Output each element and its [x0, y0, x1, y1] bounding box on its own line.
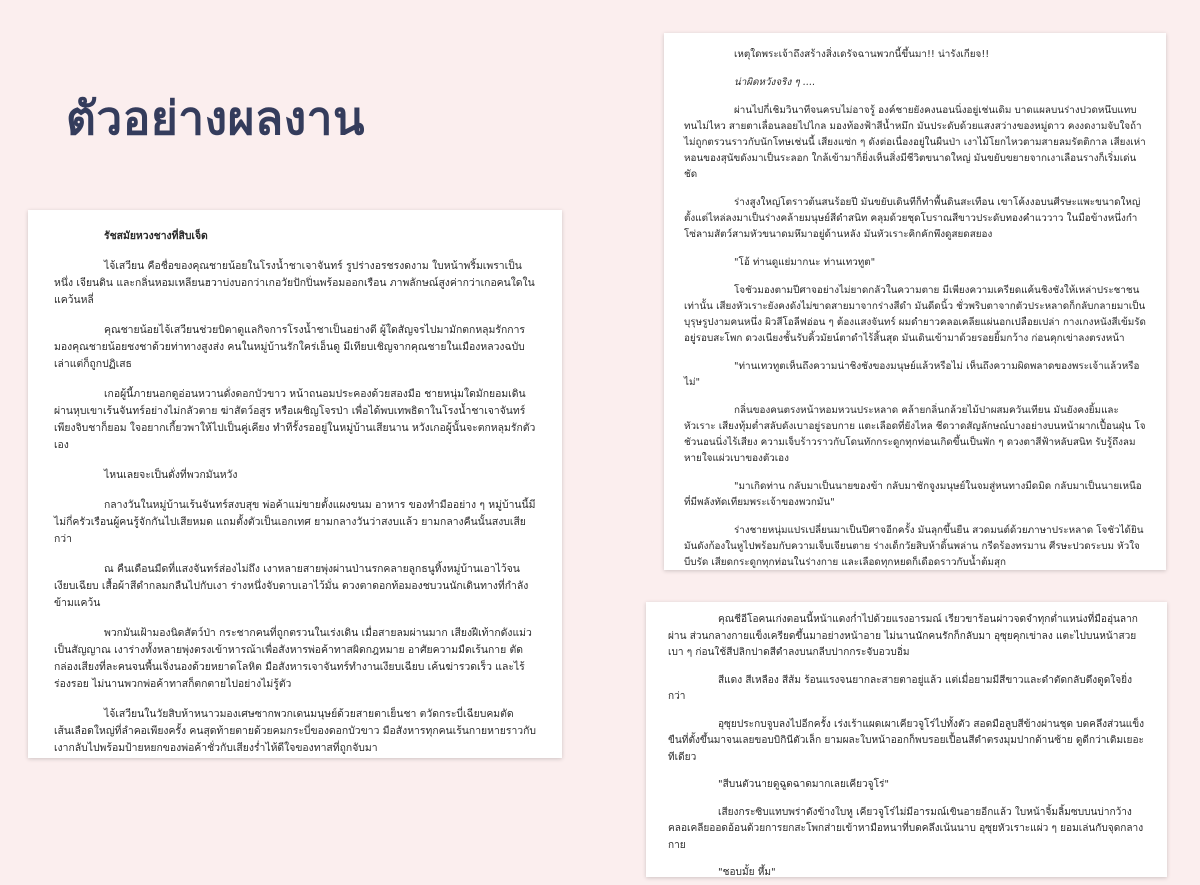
dialogue-line: เหตุใดพระเจ้าถึงสร้างสิ่งเดรัจฉานพวกนี้ขึ้นมา!! น่ารังเกียจ!! — [734, 49, 990, 60]
chapter-heading: รัชสมัยหวงชางที่สิบเจ็ด — [104, 230, 208, 242]
italic-line: น่าผิดหวังจริง ๆ .... — [734, 77, 816, 88]
paragraph: ณ คืนเดือนมืดที่แสงจันทร์ส่องไม่ถึง เงาหลายสายพุ่งผ่านป่านรกคลายลูกธนูทิ้งหมู่บ้านเอาไว้จนเงียบเฉียบ เสื้อผ้าสีดำกลมกลืนไปกับเงา ร่างหนึ่งจับดาบเอาไว้มั่น ดวงตาดอกท้อมองชบวนนักเดินทางที่กำลังข้ามแคว้น — [54, 563, 529, 609]
paragraph: ผ่านไปกี่เชิมวินาทีจนครบไม่อาจรู้ องค์ชายยังคงนอนนิ่งอยู่เช่นเดิม บาดแผลบนร่างปวดหนึบแทบทนไม่ไหว สายตาเลื่อนลอยไปไกล มองท้องฟ้าสีน้ำหมึก มันประดับด้วยแสงสว่างของหมู่ดาว คงงดงามจับใจถ้าไม่ถูกตรวนราวกับนักโทษเช่นนี้ เสียงแซ่ก ๆ ดังต่อเนื่องอยู่ในผืนป่า เงาไม้โยกไหวตามสายลมรัตติกาล เสียงเห่าหอนของสุนัขดังมาเป็นระลอก ใกล้เข้ามาก็ยิ่งเห็นสิ่งมีชีวิตขนาดใหญ่ มันขยับขยายจากเงาเลือนรางก็เริ่มเด่นชัด — [684, 105, 1146, 180]
paragraph: ร่างสูงใหญ่โตราวต้นสนร้อยปี มันขยับเดินทีก็ทำพื้นดินสะเทือน เขาโค้งงอบนศีรษะแพะขนาดใหญ่ ตั้งแต่ไหล่ลงมาเป็นร่างคล้ายมนุษย์สีดำสนิท คลุมด้วยชุดโบราณสีขาวประดับทองคำแววาว ในมือข้างหนึ่งกำโซ่ลามสัตว์สามหัวขนาดมหึมาอยู่ด้านหลัง มันหัวเราะคิกคักพึงดูสยดสยอง — [684, 197, 1141, 240]
document-page-left — [28, 210, 562, 758]
dialogue-line: "สีบนตัวนายดูฉูดฉาดมากเลยเคียวจูโร่" — [718, 779, 890, 790]
dialogue-line: "โอ้ ท่านดูแย่มากนะ ท่านเทวทูต" — [734, 257, 876, 268]
document-page-right-bottom — [646, 602, 1167, 877]
paragraph: คุณชายน้อยไจ้เสวียนช่วยบิดาดูแลกิจการโรงน้ำชาเป็นอย่างดี ผู้ใดสัญจรไปมามักตกหลุมรักการมองคุณชายน้อยชงชาด้วยท่าทางสูงส่ง คนในหมู่บ้านรักใคร่เอ็นดู มีเทียบเชิญจากคุณชายในเมืองหลวงฉบับเล่าแต่ก็ถูกปฏิเสธ — [54, 324, 525, 370]
paragraph: โจชัวมองตามปีศาจอย่างไม่ยาดกลัวในความตาย มีเพียงความเครียดแค้นชิงชังให้เหล่าประชาชนเท่านั้น เสียงหัวเราะยังคงดังไม่ขาดสายมาจากร่างสีดำ มันดีดนิ้ว ชั่วพริบตาจากตัวประหลาดก็กลับกลายมาเป็นบุรุษรูปงามคนหนึ่ง ผิวสีโอลีฟอ่อน ๆ ต้องแสงจันทร์ ผมดำยาวคลอเคลียแผ่นอกเปลือยเปล่า กางเกงหนังสีเข้มรัดอยู่รอบสะโพก ดวงเนียงชั้นรับคิ้วมัยน์ตาดำไร้สิ้นสุด มันเดินเข้ามาด้วยรอยยิ้มกว้าง ก่อนคุกเข่าลงตรงหน้า — [684, 285, 1146, 344]
page-title: ตัวอย่างผลงาน — [66, 91, 365, 145]
paragraph: ไหนเลยจะเป็นดั่งที่พวกมันหวัง — [104, 469, 238, 481]
paragraph: พวกมันเฝ้ามองนิดสัตว์ป่า กระชากคนที่ถูกตรวนในเร่งเดิน เมื่อสายลมผ่านมาก เสียงฝีเท้ากดังแม่วเป็นสัญญาณ เงาร่างทั้งหลายพุ่งตรงเข้าหารณ้าเพื่อสังหารพ่อค้าทาสผิดกฎหมาย อาศัยความมืดเร้นกาย ตัดกล่องเสียงที่ละคนจนพื้นเจิ่งนองด้วยหยาดโลหิต มือสังหารเจาจันทร์ทำงานเงียบเฉียบ เค้นฆ่ารวดเร็ว และไร้ร่องรอย ไม่นานพวกพ่อค้าทาสก็ตกตายไปอย่างไม่รู้ตัว — [54, 627, 532, 690]
dialogue-line: "ชอบมั้ย หึ้ม" — [718, 867, 776, 877]
paragraph: คุณชีอีโอคนเก่งตอนนี้หน้าแดงก่ำไปด้วยแรงอารมณ์ เรียวขาร้อนผ่าวจดจำทุกต่ำแหน่งที่มืออุ่นลากผ่าน ส่วนกลางกายแข็งเครียดขึ้นมาอย่างหน้าอาย ไม่นานนักคนรักก็กลับมา อุซุยคุกเข่าลง แตะไปบนหน้าสวยเบา ๆ ก่อนใช้สีปลิกปาดสีดำลงบนกลีบปากกระจับอวบอิ่ม — [668, 614, 1138, 658]
paragraph: กลิ่นของคนตรงหน้าหอมหวนประหลาด คล้ายกลิ่นกล้วยไม้ปาผสมควันเทียน มันยังคงยิ้มและหัวเราะ เสียงทุ้มต่ำสลับดังเบาอยู่รอบกาย แตะเลือดที่ยังไหล ชีดวาดสัญลักษณ์บางอย่างบนหน้าผากเปื้อนฝุ่น โจชัวนอนนิ่งไร้เสียง ความเจ็บร้าวราวกับโดนทักกระดูกทุกท่อนเกิดขึ้นเป็นพัก ๆ ดวงตาสีฟ้าหลับสนิท รับรู้ถึงลมหายใจแผ่วเบาของตัวเอง — [684, 405, 1146, 464]
paragraph: ร่างชายหนุ่มแปรเปลี่ยนมาเป็นปีศาจอีกครั้ง มันลุกขึ้นยืน สวดมนต์ด้วยภาษาประหลาด โจชัวได้ยินมันดังก้องในหูไปพร้อมกับความเจ็บเจียนตาย ร่างเด็กวัยสิบห้าดิ้นพล่าน กรีดร้องทรมาน ศีรษะปวดระบม หัวใจบีบรัด เสียดกระดูกทุกท่อนในร่างกาย และเลือดทุกหยดก็เดือดราวกับน้ำต้มสุก — [684, 525, 1144, 568]
paragraph: เกอผู้นี้ภายนอกดูอ่อนหวานดั่งดอกบัวขาว หน้าถนอมประคองด้วยสองมือ ชายหนุ่มใดมักยอมเดินผ่านหุบเขาเร้นจันทร์อย่างไม่กลัวตาย ฆ่าสัตว์อสูร หรือเผชิญโจรป่า เพื่อได้พบเทพธิดาในโรงน้ำชาเจาจันทร์เพียงจิบชาก็ยอม ใจอยากเกี้ยวพาให้ไปเป็นคู่เคียง ทำทีรั้งรออยู่ในหมู่บ้านเสียนาน หวังเกอผู้นั้นจะตกหลุมรักตัวเอง — [54, 388, 536, 451]
paragraph: เสียงกระซิบแทบพร่าดังข้างใบหู เคียวจูโร่ไม่มีอารมณ์เขินอายอีกแล้ว ใบหน้าจิ้มลิ้มซบบนบ่ากว้าง คลอเคลียออดอ้อนด้วยการยกสะโพกส่ายเข้าหามือหนาที่บดคลึงเน้นนาบ อุซุยหัวเราะแผ่ว ๆ ยอมเล่นกับจุดกลางกาย — [668, 806, 1144, 851]
paragraph: ไจ้เสวียน คือชื่อของคุณชายน้อยในโรงน้ำชาเจาจันทร์ รูปร่างอรชรงดงาม ใบหน้าพริ้มเพราเป็นหนึ่ง เจียนดิน และกลิ่นหอมเหลียนฮวาบ่งบอกว่าเกอวัยปักปิ่นพร้อมออกเรือน ภาพลักษณ์สูงค่ากว่าเกอคนใดในแคว้นหลี่ — [54, 260, 535, 306]
paragraph: สีแดง สีเหลือง สีส้ม ร้อนแรงจนยากละสายตาอยู่แล้ว แต่เมื่อยามมีสีขาวและดำตัดกลับดึงดูดใจยิ่งกว่า — [668, 674, 1132, 702]
paragraph: กลางวันในหมู่บ้านเร้นจันทร์สงบสุข พ่อค้าแม่ขายตั้งแผงขนม อาหาร ของทำมืออย่าง ๆ หมู่บ้านนี้มีไม่กี่ครัวเรือนผู้คนรู้จักกันไปเสียหมด แถมตั้งตัวเป็นเอกเทศ ยามกลางวันว่าสงบแล้ว ยามกลางคืนนั้นสงบเสียกว่า — [54, 499, 536, 545]
dialogue-line: "มาเกิดท่าน กลับมาเป็นนายของข้า กลับมาชักจูงมนุษย์ในจมสู่หนทางมืดมิด กลับมาเป็นนายเหนือที่มีพลังทัดเทียมพระเจ้าของพวกมัน" — [684, 481, 1142, 508]
paragraph: อุซุยประกบจูบลงไปอีกครั้ง เร่งเร้าแผดเผาเคียวจูโร่ไปทั้งตัว สอดมือลูบสีข้างผ่านชุด บดคลึงส่วนแข็งขืนที่ตั้งขึ้นมาจนเลยขอบบิกินีตัวเล็ก ยามผละใบหน้าออกก็พบรอยเปื้อนสีดำตรงมุมปากด้านซ้าย ดูดีกว่าเดิมเยอะทีเดียว — [668, 718, 1145, 763]
document-page-right-top — [664, 33, 1166, 570]
paragraph: ไจ้เสวียนในวัยสิบห้าหนาวมองเศษซากพวกเดนมนุษย์ด้วยสายตาเย็นชา ตวัดกระบี่เฉียบคมตัดเส้นเลือดใหญ่ที่ลำคอเพียงครั้ง คนสุดท้ายตายด้วยคมกระบี่ของดอกบัวขาว มือสังหารทุกคนเร้นกายหายราวกับเงากลับไปพร้อมป้ายหยกของพ่อค้าชั่วกับเสียงร่ำไห้ดีใจของทาสที่ถูกจับมา — [54, 708, 537, 754]
dialogue-line: "ท่านเทวทูตเห็นถึงความน่าชิงชังของมนุษย์แล้วหรือไม่ เห็นถึงความผิดพลาดของพระเจ้าแล้วหรือไม่" — [684, 361, 1140, 388]
